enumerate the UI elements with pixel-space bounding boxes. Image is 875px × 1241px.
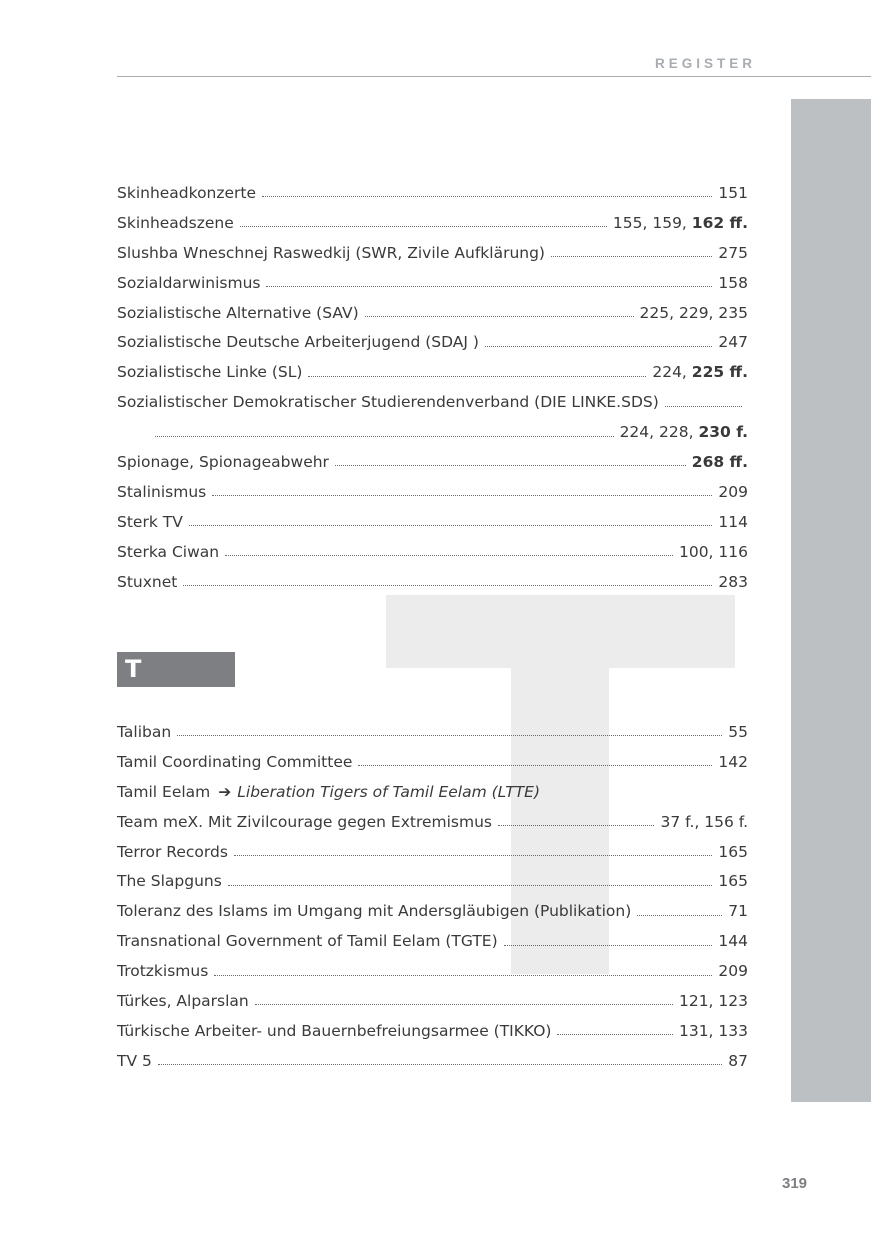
leader-dots	[551, 256, 712, 257]
leader-dots	[225, 555, 673, 556]
index-term: The Slapguns	[117, 872, 222, 891]
leader-dots	[240, 226, 607, 227]
index-term: Terror Records	[117, 842, 228, 861]
section-letter-heading: T	[117, 652, 235, 687]
index-entry	[117, 1016, 748, 1046]
page-refs-regular: 224, 228,	[619, 423, 699, 442]
index-term: Sozialistische Deutsche Arbeiterjugend (SDAJ )	[117, 333, 479, 352]
index-entry-continuation	[117, 417, 748, 447]
page-refs: 165	[718, 872, 748, 891]
index-entry	[117, 926, 748, 956]
index-entry	[117, 747, 748, 777]
index-term: Team meX. Mit Zivilcourage gegen Extremismus	[117, 812, 492, 831]
leader-dots	[498, 825, 654, 826]
page-refs: 247	[718, 333, 748, 352]
page-refs: 165	[718, 842, 748, 861]
page-refs: 144	[718, 932, 748, 951]
leader-dots	[358, 765, 712, 766]
page-number: 319	[782, 1175, 808, 1192]
page-refs-main: 268 ff.	[691, 452, 748, 471]
leader-dots	[177, 735, 722, 736]
leader-dots	[262, 196, 712, 197]
see-arrow-icon: ➔	[218, 782, 232, 801]
index-list-s	[117, 178, 748, 596]
leader-dots	[234, 855, 712, 856]
index-term: TV 5	[117, 1051, 152, 1070]
leader-dots	[158, 1064, 722, 1065]
page-refs-main: 162 ff.	[691, 213, 748, 232]
index-term: Slushba Wneschnej Raswedkij (SWR, Zivile Aufklärung)	[117, 243, 545, 262]
header-rule	[117, 76, 871, 77]
index-term: Sozialistischer Demokratischer Studierendenverband (DIE LINKE.SDS)	[117, 393, 659, 412]
leader-dots	[557, 1034, 672, 1035]
page-refs: 225, 229, 235	[639, 303, 748, 322]
leader-dots	[189, 525, 713, 526]
index-term: Sozialistische Linke (SL)	[117, 363, 303, 382]
page-refs	[613, 214, 748, 232]
index-entry	[117, 567, 748, 597]
index-list-t	[117, 717, 748, 1076]
index-term: Türkische Arbeiter- und Bauernbefreiungsarmee (TIKKO)	[117, 1021, 552, 1040]
page-refs: 37 f., 156 f.	[660, 812, 748, 831]
index-entry	[117, 387, 748, 417]
index-term: Tamil Coordinating Committee	[117, 752, 353, 771]
index-entry	[117, 208, 748, 238]
index-entry	[117, 807, 748, 837]
page-refs	[652, 363, 748, 381]
index-entry	[117, 837, 748, 867]
see-reference: Liberation Tigers of Tamil Eelam (LTTE)	[237, 782, 541, 801]
index-entry	[117, 896, 748, 926]
page-refs: 87	[728, 1051, 748, 1070]
page-refs-regular: 224,	[652, 363, 692, 382]
index-entry	[117, 357, 748, 387]
page-refs: 283	[718, 572, 748, 591]
leader-dots	[335, 465, 686, 466]
index-term: Stuxnet	[117, 572, 178, 591]
page-refs: 275	[718, 243, 748, 262]
index-entry	[117, 327, 748, 357]
index-entry	[117, 717, 748, 747]
index-term: Skinheadszene	[117, 213, 234, 232]
index-term: Türkes, Alparslan	[117, 991, 249, 1010]
index-entry	[117, 866, 748, 896]
page-refs: 55	[728, 722, 748, 741]
page-refs: 114	[718, 512, 748, 531]
running-head: REGISTER	[654, 56, 756, 71]
leader-dots	[665, 406, 742, 407]
leader-dots	[228, 885, 713, 886]
index-entry-cross-reference	[117, 777, 748, 807]
page-refs: 209	[718, 962, 748, 981]
leader-dots	[365, 316, 634, 317]
index-term: Sozialistische Alternative (SAV)	[117, 303, 359, 322]
page-refs: 151	[718, 183, 748, 202]
leader-dots	[155, 436, 614, 437]
index-entry	[117, 178, 748, 208]
index-term: Taliban	[117, 722, 172, 741]
leader-dots	[308, 376, 646, 377]
page-refs: 209	[718, 482, 748, 501]
index-term: Tamil Eelam	[117, 782, 211, 801]
thumb-index-tab	[791, 99, 871, 1102]
index-term: Stalinismus	[117, 482, 207, 501]
leader-dots	[266, 286, 712, 287]
page-refs: 121, 123	[678, 991, 748, 1010]
index-term: Sterk TV	[117, 512, 183, 531]
page-refs	[620, 423, 748, 441]
leader-dots	[214, 975, 712, 976]
page-refs: 142	[718, 752, 748, 771]
index-term: Sozialdarwinismus	[117, 273, 261, 292]
leader-dots	[212, 495, 712, 496]
index-entry	[117, 238, 748, 268]
page-refs: 131, 133	[678, 1021, 748, 1040]
watermark-letter-t-bar	[386, 595, 735, 668]
page-refs-main: 225 ff.	[691, 363, 748, 382]
index-term: Toleranz des Islams im Umgang mit Andersgläubigen (Publikation)	[117, 902, 632, 921]
leader-dots	[504, 945, 713, 946]
index-entry	[117, 477, 748, 507]
leader-dots	[485, 346, 712, 347]
index-entry	[117, 1046, 748, 1076]
index-entry	[117, 507, 748, 537]
page-refs-regular: 155, 159,	[612, 213, 692, 232]
index-entry	[117, 268, 748, 298]
index-entry	[117, 298, 748, 328]
page-refs: 71	[728, 902, 748, 921]
index-term: Transnational Government of Tamil Eelam (TGTE)	[117, 932, 498, 951]
index-term: Trotzkismus	[117, 962, 209, 981]
index-entry	[117, 956, 748, 986]
index-entry	[117, 986, 748, 1016]
index-entry	[117, 447, 748, 477]
index-term: Skinheadkonzerte	[117, 183, 257, 202]
page-refs-main: 230 f.	[698, 423, 748, 442]
page-refs: 100, 116	[678, 542, 748, 561]
index-term: Spionage, Spionageabwehr	[117, 452, 329, 471]
index-entry	[117, 537, 748, 567]
page-refs: 158	[718, 273, 748, 292]
index-term: Sterka Ciwan	[117, 542, 220, 561]
leader-dots	[183, 585, 712, 586]
leader-dots	[637, 915, 722, 916]
leader-dots	[255, 1004, 673, 1005]
